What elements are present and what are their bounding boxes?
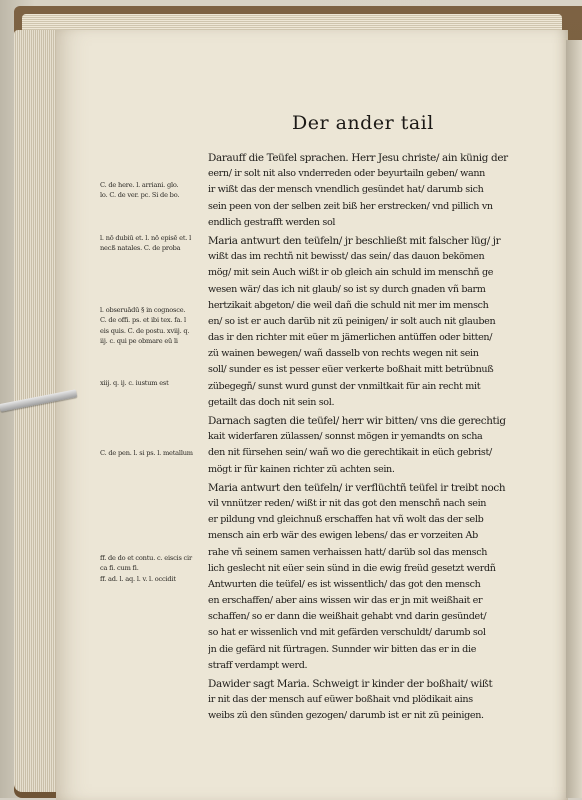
text-line: eern/ ir solt nit also vnderreden oder beyurtailn geben/ wann [208, 168, 485, 180]
page-stack-edges [14, 30, 60, 792]
text-line: ir wißt das der mensch vnendlich gesündet hat/ darumb sich [208, 184, 484, 196]
paragraph [208, 480, 520, 674]
text-line: sein peen von der selben zeit biß her erstrecken/ vnd pillich vn [208, 200, 493, 212]
text-line: vil vnnützer reden/ wißt ir nit das got den menschñ nach sein [208, 497, 487, 509]
margin-gloss: ff. de do et contu. c. eiscis cir ca fi. cum fi. ff. ad. l. aq. l. v. l. occidit [100, 554, 192, 583]
margin-gloss: xiij. q. ij. c. iustum est [100, 379, 169, 387]
text-line: den nit fürsehen sein/ wañ wo die gerechtikait in eüch gebrist/ [208, 447, 492, 459]
text-line: ir nit das der mensch auf eüwer boßhait vnd plödikait ains [208, 694, 473, 706]
margin-gloss: C. de pen. l. si ps. l. metallum [100, 449, 193, 457]
text-line: er pildung vnd gleichnuß erschaffen hat vñ wolt das der selb [208, 514, 484, 526]
text-line: endlich gestrafft werden sol [208, 216, 336, 228]
facing-page-edge [566, 40, 582, 798]
text-line: zübegegñ/ sunst wurd gunst der vnmiltkait für ain recht mit [208, 380, 481, 392]
text-line: wißt das im rechtñ nit bewisst/ das sein/ das dauon bekömen [208, 251, 485, 263]
text-line: mög/ mit sein Auch wißt ir ob gleich ain schuld im menschñ ge [208, 267, 494, 279]
text-line: mögt ir für kainen richter zü achten sein. [208, 463, 395, 475]
text-line: Dawider sagt Maria. Schweigt ir kinder der boßhait/ wißt [208, 678, 493, 690]
text-line: wesen wär/ das ich nit glaub/ so ist sy durch gnaden vñ barm [208, 283, 486, 295]
text-line: so hat er wissenlich vnd mit gefärden verschuldt/ darumb sol [208, 627, 486, 639]
text-line: hertzikait abgeton/ die weil dañ die schuld nit mer im mensch [208, 299, 489, 311]
text-line: weibs zü den sünden gezogen/ darumb ist er nit zü peinigen. [208, 710, 484, 722]
body-text [208, 150, 520, 727]
text-line: zü wainen bewegen/ wañ dasselb von rechts wegen nit sein [208, 348, 479, 360]
running-title: Der ander tail [292, 112, 434, 134]
paragraph [208, 413, 520, 478]
margin-gloss: l. obseruādū § in cognosce. C. de offi. ps. et ibi tex. fa. l eis quis. C. de postu. xviij. q. iij. c. qui pe obmare eū li [100, 306, 190, 346]
margin-gloss: l. nō dubiū et. l. nō episē et. l necß natales. C. de proba [100, 234, 191, 253]
text-line: lich geslecht nit eüer sein sünd in die ewig freüd gesetzt werdñ [208, 562, 496, 574]
text-line: das ir den richter mit eüer m jämerlichen antüffen oder bitten/ [208, 332, 493, 344]
text-line: rahe vñ seinem samen verhaissen hatt/ darüb sol das mensch [208, 546, 488, 558]
margin-gloss: C. de here. l. arriani. glo. lo. C. de ver. pc. Si de bo. [100, 181, 180, 200]
text-line: en/ so ist er auch darüb nit zü peinigen/ ir solt auch nit glauben [208, 315, 496, 327]
paragraph [208, 233, 520, 411]
text-line: soll/ sunder es ist pesser eüer verkerte boßhait mitt betrübnuß [208, 364, 494, 376]
text-line: mensch ain erb wär des ewigen lebens/ das er vorzeiten Ab [208, 530, 478, 542]
paragraph [208, 676, 520, 725]
text-line: Darauff die Teüfel sprachen. Herr Jesu christe/ ain künig der [208, 152, 508, 164]
text-line: jn die gefärd nit fürtragen. Sunnder wir bitten das er in die [208, 643, 477, 655]
text-line: kait widerfaren zülassen/ sonnst mögen ir yemandts on scha [208, 431, 483, 443]
text-line: Maria antwurt den teüfeln/ ir verflüchtñ teüfel ir treibt noch [208, 481, 506, 494]
text-line: en erschaffen/ aber ains wissen wir das er jn mit weißhait er [208, 595, 483, 607]
text-line: Maria antwurt den teüfeln/ jr beschließt mit falscher lüg/ jr [208, 234, 501, 247]
text-line: Darnach sagten die teüfel/ herr wir bitten/ vns die gerechtig [208, 415, 506, 427]
text-line: getailt das doch nit sein sol. [208, 396, 335, 408]
text-line: schaffen/ so er dann die weißhait gehabt vnd darin gesündet/ [208, 611, 487, 623]
paragraph [208, 150, 520, 231]
text-line: Antwurten die teüfel/ es ist wissentlich/ das got den mensch [208, 578, 481, 590]
text-line: straff verdampt werd. [208, 659, 308, 671]
